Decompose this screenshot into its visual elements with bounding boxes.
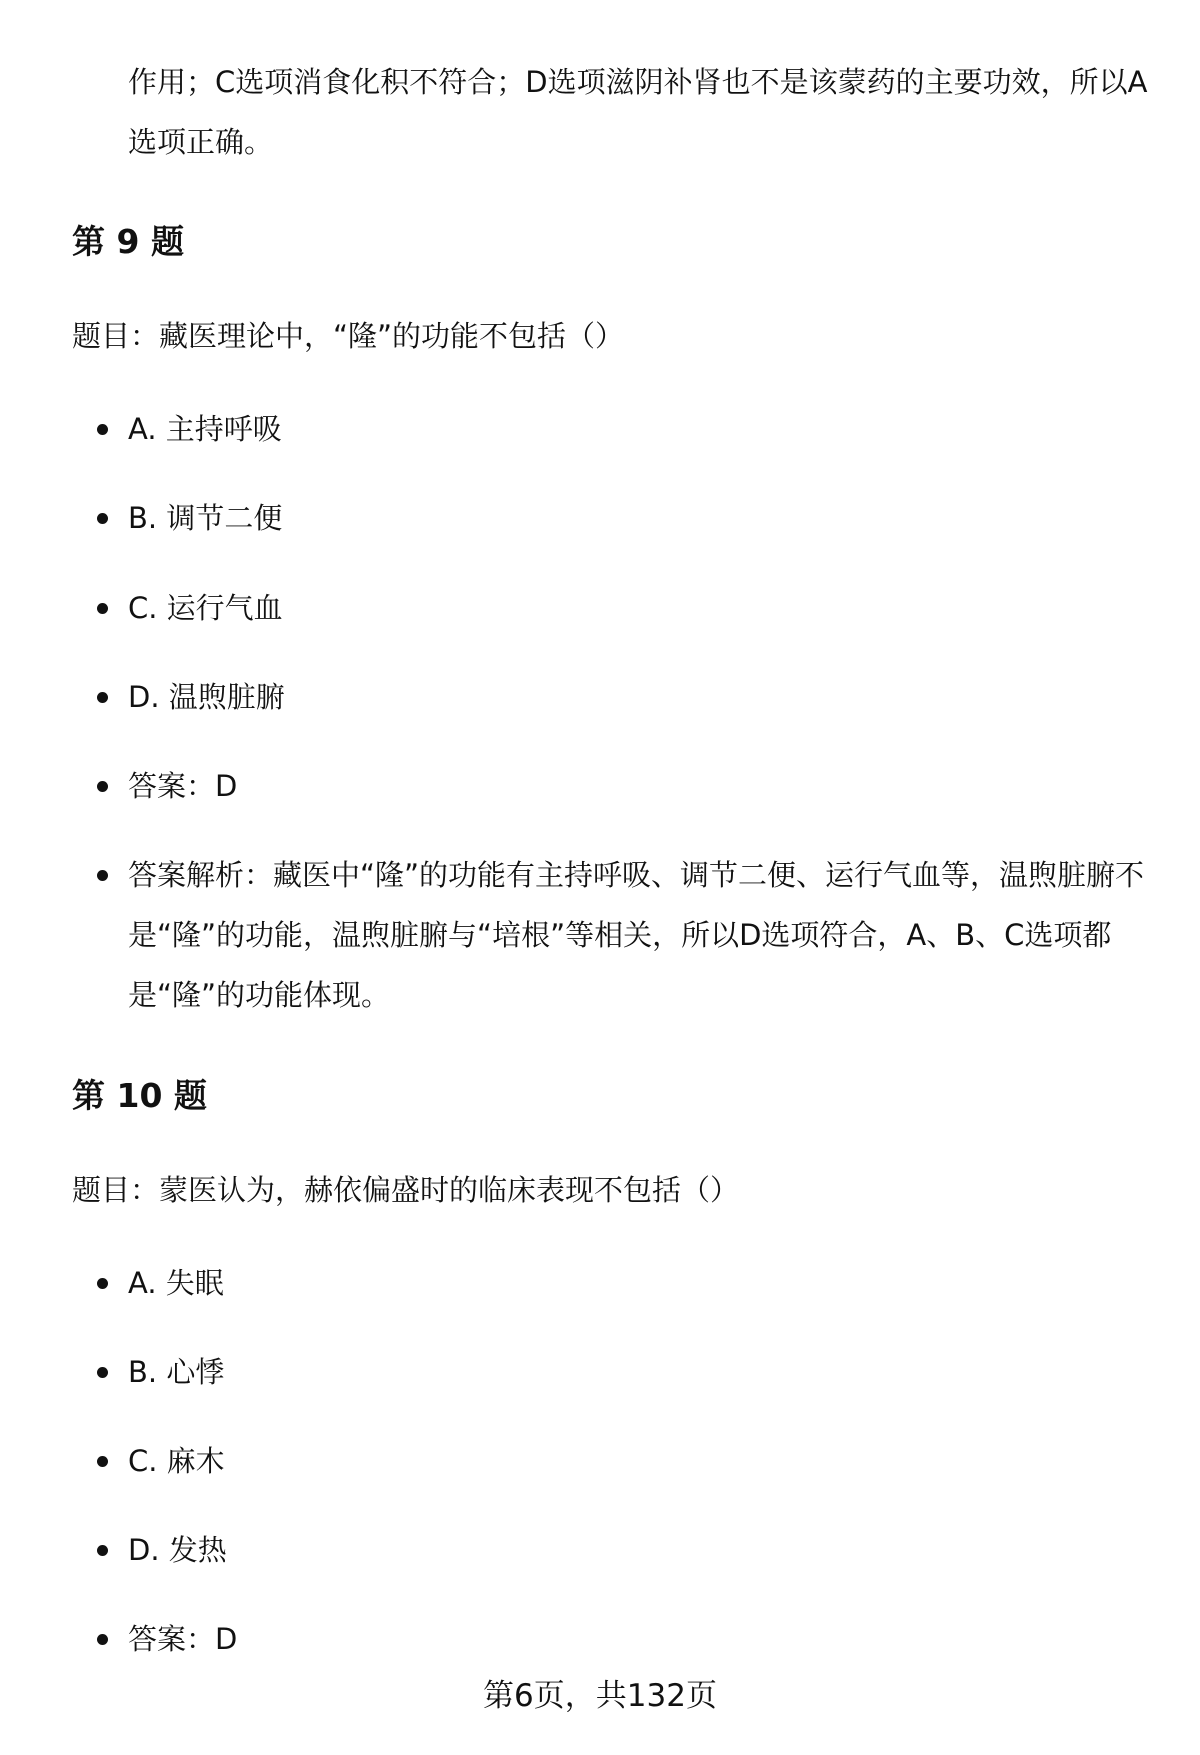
option-label: B. 调节二便 bbox=[128, 501, 283, 535]
question-10-option-c bbox=[97, 1431, 1172, 1491]
bullet-dot-icon bbox=[97, 1278, 108, 1289]
question-9-option-d bbox=[97, 667, 1172, 727]
question-9-option-b bbox=[97, 488, 1172, 548]
question-9-text: 题目：藏医理论中，“隆”的功能不包括（） bbox=[72, 319, 625, 353]
question-10-option-b bbox=[97, 1342, 1172, 1402]
option-label: D. 温煦脏腑 bbox=[128, 680, 285, 714]
option-label: C. 麻木 bbox=[128, 1444, 225, 1478]
option-label: A. 主持呼吸 bbox=[128, 412, 282, 446]
bullet-dot-icon bbox=[97, 603, 108, 614]
option-label: D. 发热 bbox=[128, 1533, 227, 1567]
bullet-dot-icon bbox=[97, 870, 108, 881]
answer-label: 答案：D bbox=[128, 1622, 238, 1656]
bullet-dot-icon bbox=[97, 1545, 108, 1556]
bullet-dot-icon bbox=[97, 1367, 108, 1378]
question-10-answer bbox=[97, 1609, 1172, 1669]
bullet-dot-icon bbox=[97, 1634, 108, 1645]
question-10-option-a bbox=[97, 1253, 1172, 1313]
answer-label: 答案：D bbox=[128, 769, 238, 803]
question-9-option-c bbox=[97, 578, 1172, 638]
bullet-dot-icon bbox=[97, 513, 108, 524]
question-9-answer bbox=[97, 756, 1172, 816]
question-10-option-d bbox=[97, 1520, 1172, 1580]
question-9-analysis bbox=[97, 845, 1172, 1025]
question-10-title: 第 10 题 bbox=[72, 1076, 207, 1115]
question-10-text: 题目：蒙医认为，赫依偏盛时的临床表现不包括（） bbox=[72, 1173, 740, 1207]
page-number-footer: 第6页，共132页 bbox=[483, 1678, 717, 1714]
bullet-dot-icon bbox=[97, 781, 108, 792]
bullet-dot-icon bbox=[97, 1456, 108, 1467]
option-label: A. 失眠 bbox=[128, 1266, 224, 1300]
analysis-text: 答案解析：藏医中“隆”的功能有主持呼吸、调节二便、运行气血等，温煦脏腑不是“隆”的功能，温煦脏腑与“培根”等相关，所以D选项符合，A、B、C选项都是“隆”的功能体现。 bbox=[128, 858, 1145, 1012]
previous-analysis-continuation: 作用；C选项消食化积不符合；D选项滋阴补肾也不是该蒙药的主要功效，所以A选项正确。 bbox=[128, 65, 1148, 159]
bullet-dot-icon bbox=[97, 692, 108, 703]
option-label: C. 运行气血 bbox=[128, 591, 283, 625]
question-9-title: 第 9 题 bbox=[72, 222, 184, 261]
question-9-option-a bbox=[97, 399, 1172, 459]
bullet-dot-icon bbox=[97, 424, 108, 435]
option-label: B. 心悸 bbox=[128, 1355, 225, 1389]
